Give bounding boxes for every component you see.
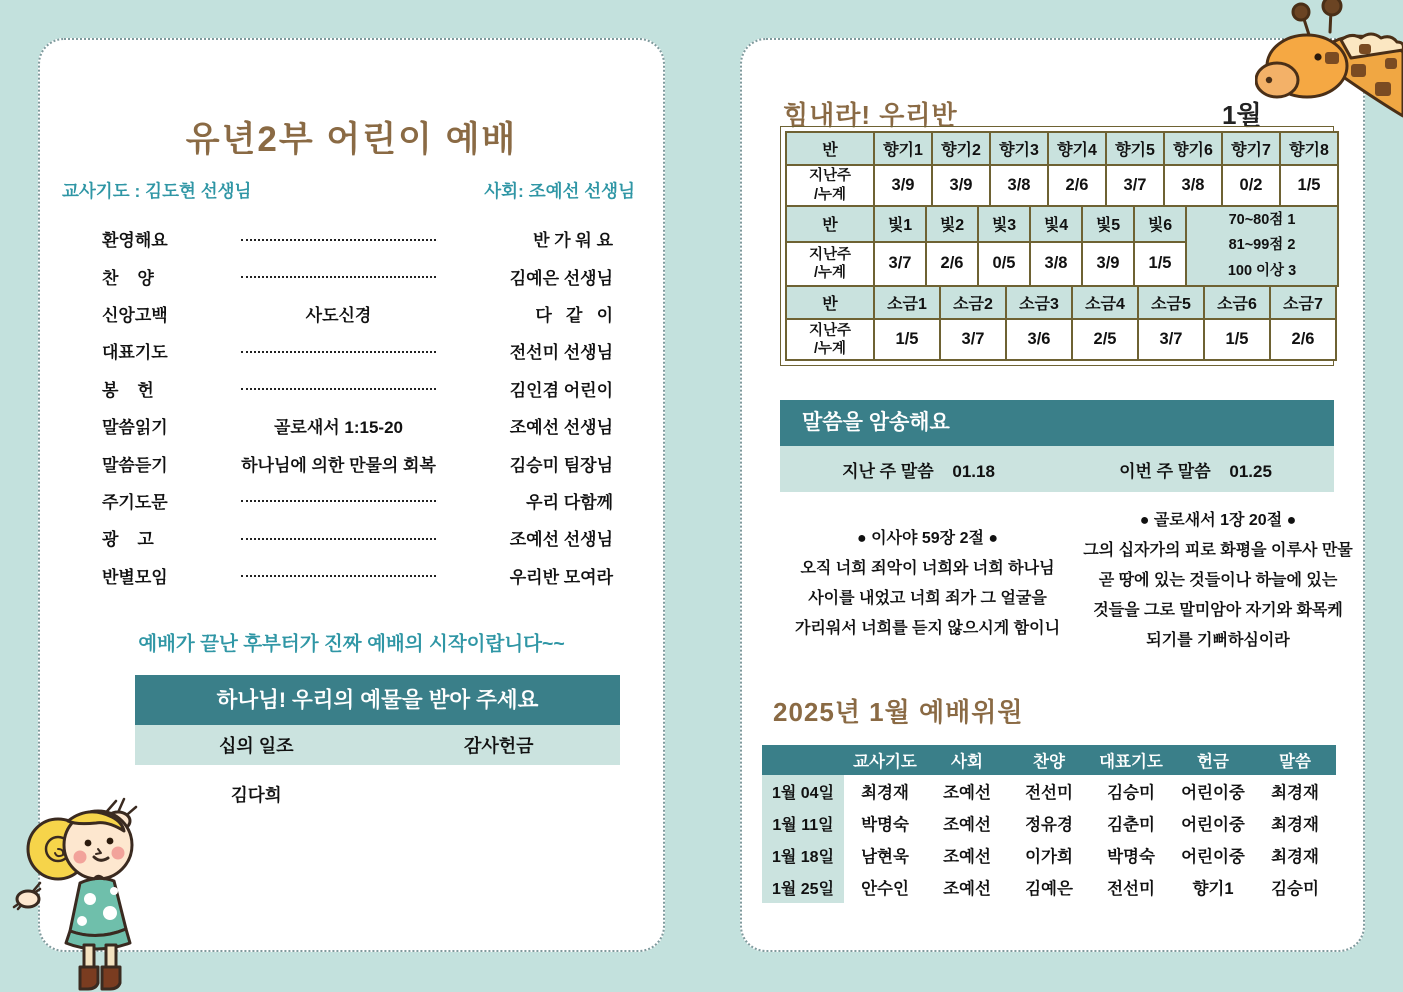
program-row [62, 257, 635, 294]
program-item: 대표기도 [102, 343, 168, 363]
week-label-cell [786, 165, 874, 206]
tithe-name: 김다희 [230, 785, 282, 805]
this-week-verse [1057, 457, 1334, 482]
class-header-cell: 반 [786, 206, 874, 242]
this-week-date: 01.25 [1229, 461, 1272, 481]
verse-line: 되기를 기뻐하심이라 [1146, 632, 1290, 649]
right-page [740, 38, 1365, 952]
verse-line: 사이를 내었고 너희 죄가 그 얼굴을 [808, 590, 1047, 607]
class-header-cell: 빛4 [1030, 206, 1082, 242]
score-cell: 1/5 [1134, 242, 1186, 286]
class-header-cell: 향기1 [874, 132, 932, 165]
program-row [62, 220, 635, 257]
program-row [62, 295, 635, 332]
score-cell: 2/6 [1270, 319, 1336, 360]
program-row [62, 519, 635, 556]
program-row [62, 407, 635, 444]
program-center [222, 378, 455, 398]
committee-cell: 향기1 [1172, 871, 1254, 903]
last-week-date: 01.18 [952, 461, 995, 481]
program-person: 조예선 선생님 [509, 418, 613, 438]
score-cell: 3/8 [990, 165, 1048, 206]
program-item: 찬 양 [102, 268, 154, 288]
program-person: 조예선 선생님 [509, 530, 613, 550]
program-center [222, 528, 455, 548]
program-item: 환영해요 [102, 231, 168, 251]
last-week-verse [780, 457, 1057, 482]
committee-header-cell: 사회 [926, 745, 1008, 775]
score-cell: 3/7 [874, 242, 926, 286]
committee-cell: 박명숙 [1090, 839, 1172, 871]
verse-title: ● 이사야 59장 2절 ● [856, 530, 999, 547]
verse-block-isaiah [770, 524, 1085, 644]
program-item: 말씀듣기 [102, 455, 168, 475]
program-row [62, 557, 635, 594]
program-row [62, 332, 635, 369]
committee-cell: 어린이중 [1172, 775, 1254, 807]
offering-columns [135, 725, 620, 765]
class-header-cell: 빛2 [926, 206, 978, 242]
program-center: 하나님에 의한 만물의 회복 [241, 455, 436, 475]
program-center: 골로새서 1:15-20 [273, 418, 403, 438]
committee-cell: 전선미 [1090, 871, 1172, 903]
class-header-cell: 향기4 [1048, 132, 1106, 165]
program-person: 김예은 선생님 [509, 268, 613, 288]
leaders-row [62, 178, 635, 203]
score-cell: 3/6 [1006, 319, 1072, 360]
class-header-cell: 소금6 [1204, 286, 1270, 319]
committee-cell: 최경재 [1254, 775, 1336, 807]
score-cell: 3/9 [874, 165, 932, 206]
committee-row [762, 839, 1336, 871]
program-person: 반 가 워 요 [533, 231, 613, 251]
score-cell: 2/6 [1048, 165, 1106, 206]
dotted-leader [241, 387, 436, 390]
score-cell: 1/5 [874, 319, 940, 360]
committee-header-cell: 교사기도 [844, 745, 926, 775]
program-person: 전선미 선생님 [509, 343, 613, 363]
score-cell: 3/7 [1106, 165, 1164, 206]
class-header-cell: 향기3 [990, 132, 1048, 165]
score-cell: 3/7 [940, 319, 1006, 360]
class-header-cell: 소금5 [1138, 286, 1204, 319]
class-score-band [785, 285, 1337, 361]
committee-header-cell: 찬양 [1008, 745, 1090, 775]
program-center [222, 341, 455, 361]
week-label-line: /누계 [813, 186, 847, 203]
score-cell: 3/9 [932, 165, 990, 206]
committee-cell: 김예은 [1008, 871, 1090, 903]
offering-names [135, 782, 620, 807]
committee-cell: 김승미 [1090, 775, 1172, 807]
committee-cell: 최경재 [1254, 807, 1336, 839]
score-legend-line: 100 이상 3 [1227, 262, 1297, 279]
class-header-cell: 향기5 [1106, 132, 1164, 165]
program-item: 반별모임 [102, 567, 168, 587]
score-cell: 0/5 [978, 242, 1030, 286]
committee-header-cell: 말씀 [1254, 745, 1336, 775]
program-item: 말씀읽기 [102, 418, 168, 438]
committee-header-cell: 헌금 [1172, 745, 1254, 775]
class-header-cell: 빛1 [874, 206, 926, 242]
committee-row [762, 807, 1336, 839]
class-header-cell: 소금1 [874, 286, 940, 319]
memorize-banner: 말씀을 암송해요 [780, 400, 1334, 446]
program-row [62, 370, 635, 407]
girl-illustration [6, 787, 178, 992]
committee-row [762, 775, 1336, 807]
class-score-band [785, 131, 1339, 207]
committee-header-cell [762, 745, 844, 775]
program-row [62, 482, 635, 519]
week-label-cell [786, 242, 874, 286]
score-cell: 2/5 [1072, 319, 1138, 360]
committee-cell: 이가희 [1008, 839, 1090, 871]
program-item: 신앙고백 [102, 305, 168, 325]
teacher-prayer-leader: 교사기도 : 김도현 선생님 [62, 181, 252, 201]
class-header-cell: 향기2 [932, 132, 990, 165]
class-header-cell: 빛6 [1134, 206, 1186, 242]
score-cell: 3/7 [1138, 319, 1204, 360]
verse-title: ● 골로새서 1장 20절 ● [1139, 512, 1297, 529]
dotted-leader [241, 238, 436, 241]
committee-cell: 조예선 [926, 839, 1008, 871]
program-center [222, 490, 455, 510]
score-cell: 3/8 [1164, 165, 1222, 206]
dotted-leader [241, 499, 436, 502]
committee-date-cell: 1월 25일 [762, 871, 844, 903]
class-score-band [785, 205, 1339, 287]
score-cell: 3/8 [1030, 242, 1082, 286]
mc-leader: 사회: 조예선 선생님 [484, 181, 635, 201]
program-center [222, 266, 455, 286]
committee-cell: 어린이중 [1172, 807, 1254, 839]
committee-row [762, 871, 1336, 903]
dotted-leader [241, 350, 436, 353]
committee-header-cell: 대표기도 [1090, 745, 1172, 775]
closing-note: 예배가 끝난 후부터가 진짜 예배의 시작이랍니다~~ [138, 633, 565, 655]
week-label-line: /누계 [813, 340, 847, 357]
verse-line: 가리워서 너희를 듣지 않으시게 함이니 [794, 620, 1061, 637]
committee-cell: 안수인 [844, 871, 926, 903]
score-cell: 3/9 [1082, 242, 1134, 286]
committee-date-cell: 1월 11일 [762, 807, 844, 839]
week-label-line: 지난주 [808, 168, 852, 185]
class-header-cell: 향기7 [1222, 132, 1280, 165]
program-item: 봉 헌 [102, 380, 154, 400]
worship-title: 유년2부 어린이 예배 [185, 120, 518, 159]
offering-banner: 하나님! 우리의 예물을 받아 주세요 [135, 675, 620, 725]
committee-cell: 정유경 [1008, 807, 1090, 839]
committee-cell: 김승미 [1254, 871, 1336, 903]
program-item: 주기도문 [102, 492, 168, 512]
week-label-line: /누계 [813, 264, 847, 281]
class-header-cell: 빛3 [978, 206, 1030, 242]
class-header-cell: 빛5 [1082, 206, 1134, 242]
class-header-cell: 소금2 [940, 286, 1006, 319]
program-row [62, 444, 635, 481]
program-item: 광 고 [102, 530, 154, 550]
program-center [222, 229, 455, 249]
last-week-label: 지난 주 말씀 [842, 461, 934, 481]
committee-table [762, 745, 1336, 903]
class-header-cell: 소금7 [1270, 286, 1336, 319]
score-cell: 1/5 [1280, 165, 1338, 206]
score-cell: 0/2 [1222, 165, 1280, 206]
verse-line: 것들을 그로 말미암아 자기와 화목케 [1093, 602, 1343, 619]
committee-title: 2025년 1월 예배위원 [773, 697, 1024, 727]
verse-line: 오직 너희 죄악이 너희와 너희 하나님 [800, 560, 1055, 577]
giraffe-illustration [1255, 0, 1403, 124]
dotted-leader [241, 574, 436, 577]
committee-cell: 조예선 [926, 807, 1008, 839]
program-person: 다 같 이 [535, 305, 613, 325]
class-header-cell: 향기6 [1164, 132, 1222, 165]
week-label-line: 지난주 [808, 246, 852, 263]
committee-cell: 남현욱 [844, 839, 926, 871]
committee-cell: 전선미 [1008, 775, 1090, 807]
class-header-cell: 향기8 [1280, 132, 1338, 165]
program-person: 김인겸 어린이 [509, 380, 613, 400]
class-section-title: 힘내라! 우리반 [783, 100, 958, 130]
committee-cell: 조예선 [926, 871, 1008, 903]
order-of-worship [62, 220, 635, 594]
score-legend-line: 70~80점 1 [1228, 212, 1296, 228]
class-header-cell: 반 [786, 286, 874, 319]
program-center: 사도신경 [305, 305, 372, 325]
class-score-table [780, 126, 1334, 366]
week-label-line: 지난주 [808, 322, 852, 339]
verse-line: 곧 땅에 있는 것들이나 하늘에 있는 [1098, 572, 1338, 589]
tithe-label: 십의 일조 [218, 736, 294, 756]
dotted-leader [241, 537, 436, 540]
score-cell: 1/5 [1204, 319, 1270, 360]
committee-date-cell: 1월 04일 [762, 775, 844, 807]
score-legend-line: 81~99점 2 [1228, 237, 1296, 254]
committee-cell: 최경재 [1254, 839, 1336, 871]
program-center [222, 565, 455, 585]
score-cell: 2/6 [926, 242, 978, 286]
program-person: 우리 다함께 [526, 492, 613, 512]
thanks-offering-label: 감사헌금 [463, 736, 534, 756]
month-label: 1월 [1222, 100, 1262, 130]
committee-cell: 박명숙 [844, 807, 926, 839]
memorize-weeks-row [780, 446, 1334, 492]
class-header-cell: 소금4 [1072, 286, 1138, 319]
this-week-label: 이번 주 말씀 [1119, 461, 1211, 481]
program-person: 우리반 모여라 [509, 567, 613, 587]
program-person: 김승미 팀장님 [509, 455, 613, 475]
score-legend [1186, 206, 1338, 286]
class-header-cell: 소금3 [1006, 286, 1072, 319]
week-label-cell [786, 319, 874, 360]
class-header-cell: 반 [786, 132, 874, 165]
committee-cell: 김춘미 [1090, 807, 1172, 839]
verse-block-colossians [1074, 506, 1362, 656]
dotted-leader [241, 275, 436, 278]
committee-cell: 조예선 [926, 775, 1008, 807]
thanks-name-empty [378, 782, 621, 807]
committee-cell: 어린이중 [1172, 839, 1254, 871]
verse-line: 그의 십자가의 피로 화평을 이루사 만물 [1083, 542, 1353, 559]
committee-date-cell: 1월 18일 [762, 839, 844, 871]
committee-cell: 최경재 [844, 775, 926, 807]
